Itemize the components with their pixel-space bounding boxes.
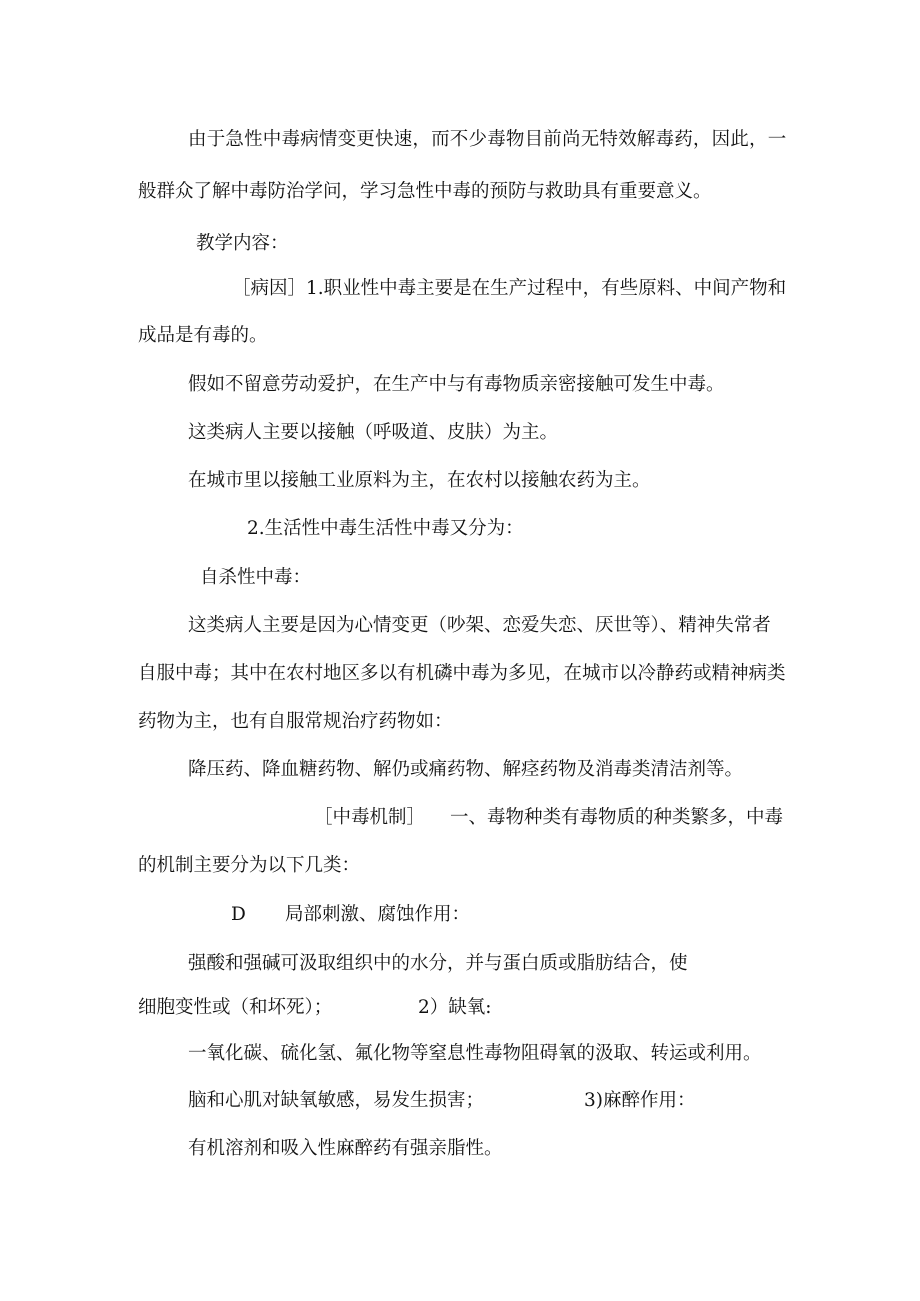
paragraph-line: 降压药、降血糖药物、解仍或痛药物、解痉药物及消毒类清洁剂等。 <box>188 759 744 780</box>
section-heading: 自杀性中毒： <box>200 567 312 588</box>
paragraph-line: 这类病人主要以接触（呼吸道、皮肤）为主。 <box>188 422 559 443</box>
paragraph-line: ［病因］1.职业性中毒主要是在生产过程中，有些原料、中间产物和 <box>232 278 787 299</box>
list-item-heading: 3)麻醉作用： <box>584 1090 696 1111</box>
section-heading: 教学内容： <box>196 233 289 254</box>
paragraph-line: 强酸和强碱可汲取组织中的水分，并与蛋白质或脂肪结合，使 <box>188 953 688 974</box>
paragraph-line: 成品是有毒的。 <box>138 325 268 346</box>
paragraph-line: 细胞变性或（和坏死）； <box>138 997 333 1018</box>
paragraph-line: 一、毒物种类有毒物质的种类繁多，中毒 <box>450 807 784 828</box>
section-heading: ［中毒机制］ <box>314 807 426 828</box>
paragraph-line: 假如不留意劳动爱护，在生产中与有毒物质亲密接触可发生中毒。 <box>188 374 725 395</box>
list-item-heading: 2）缺氧: <box>418 997 492 1018</box>
paragraph-line: 在城市里以接触工业原料为主，在农村以接触农药为主。 <box>188 470 651 491</box>
list-item-heading: 局部刺激、腐蚀作用： <box>285 904 471 925</box>
section-heading: 2.生活性中毒生活性中毒又分为： <box>247 518 524 539</box>
paragraph-line: 般群众了解中毒防治学问，学习急性中毒的预防与救助具有重要意义。 <box>138 181 712 202</box>
paragraph-line: 由于急性中毒病情变更快速，而不少毒物目前尚无特效解毒药，因此，一 <box>188 129 787 150</box>
list-marker: D <box>231 904 246 925</box>
paragraph-line: 这类病人主要是因为心情变更（吵架、恋爱失恋、厌世等）、精神失常者 <box>188 615 771 636</box>
paragraph-line: 有机溶剂和吸入性麻醉药有强亲脂性。 <box>188 1138 503 1159</box>
paragraph-line: 自服中毒；其中在农村地区多以有机磷中毒为多见，在城市以冷静药或精神病类 <box>138 663 786 684</box>
paragraph-line: 的机制主要分为以下几类： <box>138 855 361 876</box>
paragraph-line: 脑和心肌对缺氧敏感，易发生损害； <box>188 1090 485 1111</box>
paragraph-line: 一氧化碳、硫化氢、氟化物等窒息性毒物阻碍氧的汲取、转运或利用。 <box>188 1043 762 1064</box>
paragraph-line: 药物为主，也有自服常规治疗药物如： <box>138 711 453 732</box>
